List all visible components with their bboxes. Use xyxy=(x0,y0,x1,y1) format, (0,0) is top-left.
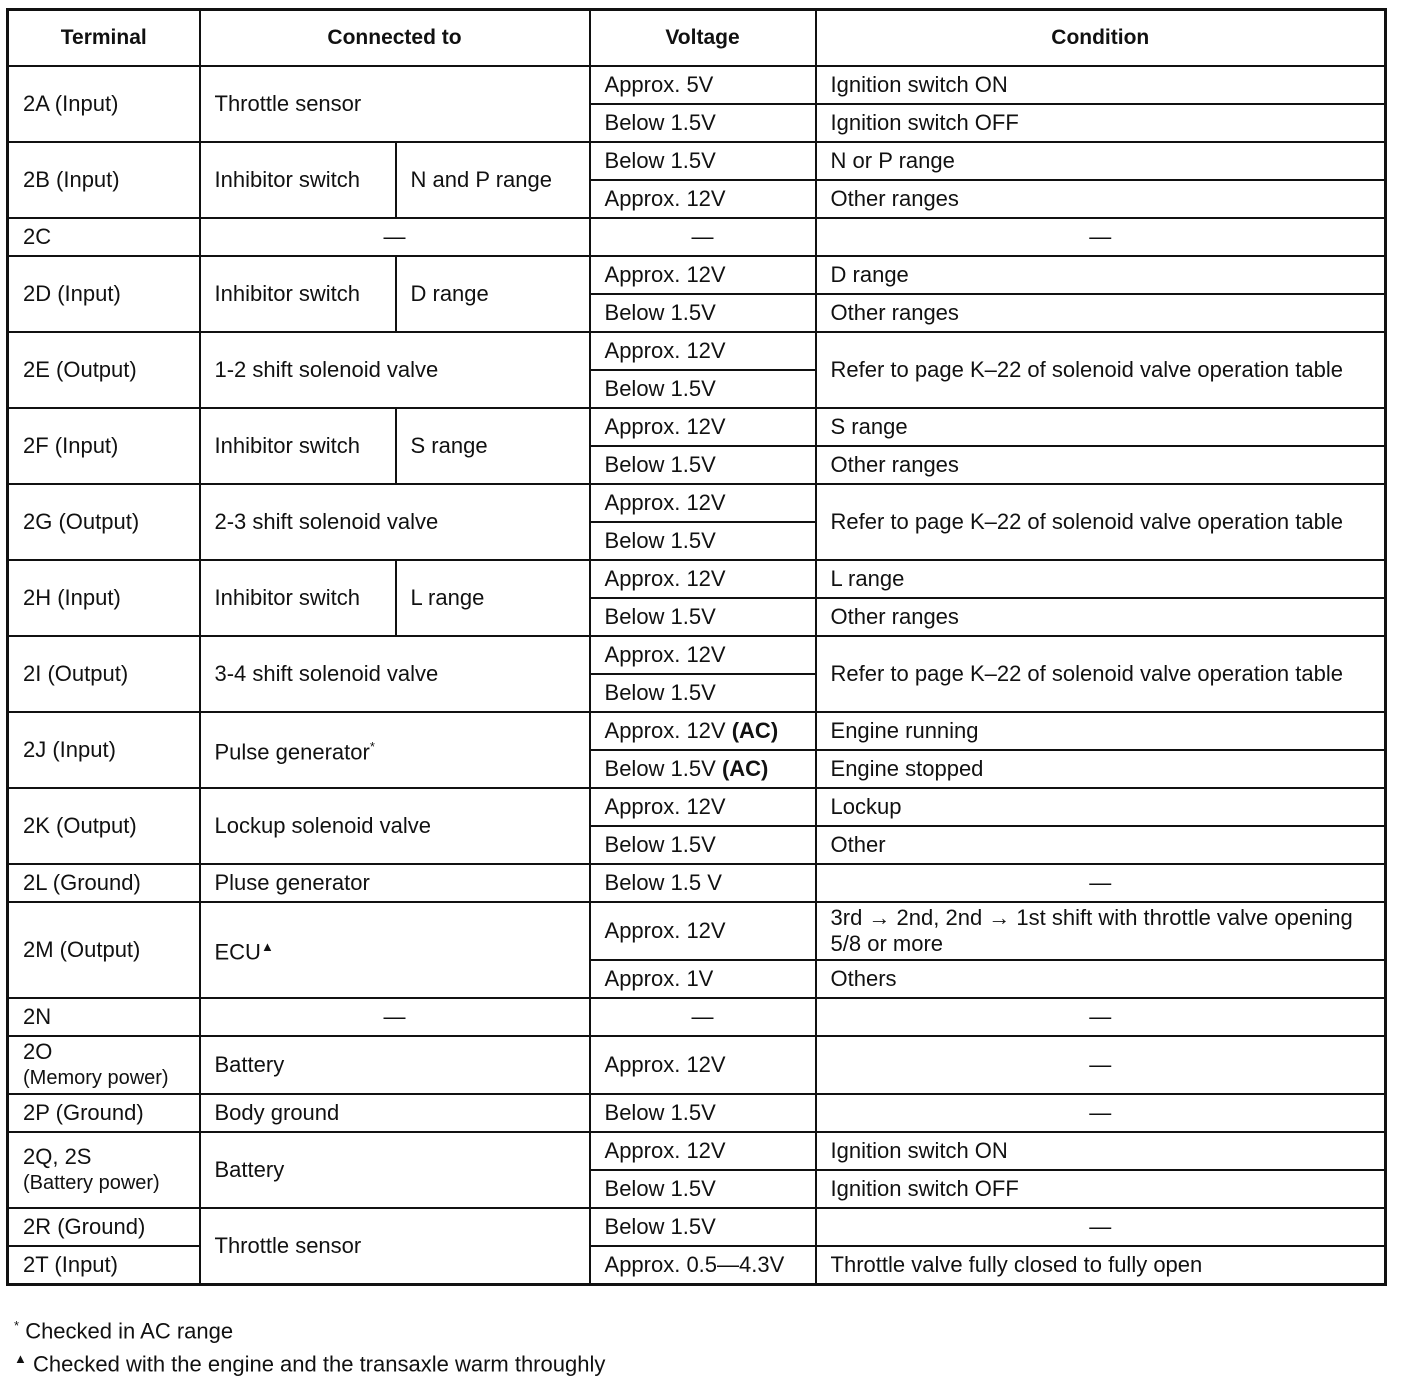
terminal-cell: 2H (Input) xyxy=(8,560,200,636)
connected-cell: Battery xyxy=(200,1132,590,1208)
terminal-sublabel: (Battery power) xyxy=(23,1172,160,1194)
terminal-cell: 2J (Input) xyxy=(8,712,200,788)
range-cell: L range xyxy=(396,560,590,636)
condition-cell: Refer to page K–22 of solenoid valve operation table xyxy=(816,484,1386,560)
range-cell: D range xyxy=(396,256,590,332)
voltage-cell: Below 1.5V xyxy=(590,142,816,180)
voltage-cell: Below 1.5V xyxy=(590,370,816,408)
table-row xyxy=(8,142,1386,180)
footnote-text: Checked in AC range xyxy=(25,1318,234,1344)
terminal-cell: 2L (Ground) xyxy=(8,864,200,902)
header-voltage: Voltage xyxy=(590,10,816,67)
voltage-cell: Approx. 12V xyxy=(590,902,816,960)
range-cell: N and P range xyxy=(396,142,590,218)
terminal-cell: 2C xyxy=(8,218,200,256)
voltage-cell: Approx. 12V xyxy=(590,256,816,294)
terminal-cell: 2M (Output) xyxy=(8,902,200,998)
condition-cell: — xyxy=(816,998,1386,1036)
condition-cell: Other ranges xyxy=(816,446,1386,484)
voltage-cell: Approx. 12V xyxy=(590,788,816,826)
condition-cell: — xyxy=(816,1208,1386,1246)
connected-label: ECU xyxy=(214,939,261,965)
voltage-cell: Below 1.5V xyxy=(590,1170,816,1208)
connected-cell: 3-4 shift solenoid valve xyxy=(200,636,590,712)
condition-cell: L range xyxy=(816,560,1386,598)
table-row xyxy=(8,218,1386,256)
footnote-mark: * xyxy=(369,739,375,755)
connected-cell: — xyxy=(200,218,590,256)
connected-cell: Inhibitor switch xyxy=(200,408,396,484)
footnotes xyxy=(14,1312,605,1379)
condition-cell: N or P range xyxy=(816,142,1386,180)
terminal-cell xyxy=(8,1132,200,1208)
voltage-value: Below 1.5V xyxy=(604,756,716,781)
header-connected-to: Connected to xyxy=(200,10,590,67)
table-row xyxy=(8,1132,1386,1170)
condition-cell: — xyxy=(816,1036,1386,1094)
terminal-cell: 2P (Ground) xyxy=(8,1094,200,1132)
connected-cell: Throttle sensor xyxy=(200,66,590,142)
voltage-cell: Approx. 0.5—4.3V xyxy=(590,1246,816,1284)
range-cell: S range xyxy=(396,408,590,484)
condition-cell: Other ranges xyxy=(816,598,1386,636)
condition-cell: Throttle valve fully closed to fully open xyxy=(816,1246,1386,1284)
terminal-cell: 2T (Input) xyxy=(8,1246,200,1284)
voltage-cell: Approx. 12V xyxy=(590,180,816,218)
voltage-cell: Below 1.5V xyxy=(590,294,816,332)
footnote-text: Checked with the engine and the transaxle warm throughly xyxy=(33,1351,606,1377)
voltage-cell: Approx. 12V xyxy=(590,484,816,522)
terminal-cell: 2B (Input) xyxy=(8,142,200,218)
voltage-cell: Approx. 12V xyxy=(590,1132,816,1170)
header-row xyxy=(8,10,1386,67)
connected-cell: Pluse generator xyxy=(200,864,590,902)
condition-cell: — xyxy=(816,864,1386,902)
table-row xyxy=(8,560,1386,598)
header-condition: Condition xyxy=(816,10,1386,67)
condition-cell: Other ranges xyxy=(816,180,1386,218)
connected-cell: Throttle sensor xyxy=(200,1208,590,1284)
connected-cell xyxy=(200,712,590,788)
terminal-cell: 2D (Input) xyxy=(8,256,200,332)
voltage-cell: Below 1.5V xyxy=(590,674,816,712)
connected-cell: Inhibitor switch xyxy=(200,256,396,332)
condition-cell: D range xyxy=(816,256,1386,294)
voltage-cell xyxy=(590,712,816,750)
condition-cell: Ignition switch ON xyxy=(816,66,1386,104)
ac-label: (AC) xyxy=(721,756,769,781)
voltage-cell: Below 1.5V xyxy=(590,446,816,484)
voltage-value: Approx. 12V xyxy=(604,718,726,743)
terminal-cell: 2G (Output) xyxy=(8,484,200,560)
terminal-sublabel: (Memory power) xyxy=(23,1067,169,1089)
connected-cell xyxy=(200,902,590,998)
condition-cell: Other ranges xyxy=(816,294,1386,332)
voltage-cell: Approx. 12V xyxy=(590,408,816,446)
connected-cell: Inhibitor switch xyxy=(200,560,396,636)
voltage-cell xyxy=(590,750,816,788)
footnote-mark: ▲ xyxy=(14,1351,27,1367)
condition-cell: — xyxy=(816,1094,1386,1132)
connected-cell: Body ground xyxy=(200,1094,590,1132)
header-terminal: Terminal xyxy=(8,10,200,67)
table-row xyxy=(8,636,1386,674)
terminal-cell xyxy=(8,1036,200,1094)
condition-cell: S range xyxy=(816,408,1386,446)
condition-cell: Others xyxy=(816,960,1386,998)
terminal-cell: 2N xyxy=(8,998,200,1036)
condition-cell: Engine stopped xyxy=(816,750,1386,788)
ac-label: (AC) xyxy=(731,718,779,743)
voltage-cell: Below 1.5V xyxy=(590,1094,816,1132)
table-row xyxy=(8,1036,1386,1094)
terminal-cell: 2F (Input) xyxy=(8,408,200,484)
table-row xyxy=(8,1208,1386,1246)
voltage-cell: Below 1.5V xyxy=(590,104,816,142)
voltage-cell: Approx. 12V xyxy=(590,1036,816,1094)
table-row xyxy=(8,1094,1386,1132)
condition-cell: — xyxy=(816,218,1386,256)
terminal-voltage-table xyxy=(6,8,1387,1286)
voltage-cell: Below 1.5V xyxy=(590,522,816,560)
condition-cell: Refer to page K–22 of solenoid valve operation table xyxy=(816,332,1386,408)
table-row xyxy=(8,332,1386,370)
terminal-label: 2Q, 2S xyxy=(23,1144,92,1169)
voltage-cell: — xyxy=(590,218,816,256)
terminal-label: 2O xyxy=(23,1039,53,1064)
voltage-cell: Approx. 12V xyxy=(590,636,816,674)
footnote-ac xyxy=(14,1312,605,1345)
condition-cell: Ignition switch OFF xyxy=(816,104,1386,142)
connected-label: Pulse generator xyxy=(214,739,370,765)
footnote-warm xyxy=(14,1345,605,1378)
footnote-mark: * xyxy=(14,1318,20,1333)
footnote-mark: ▲ xyxy=(260,939,274,955)
table-row xyxy=(8,66,1386,104)
connected-cell: 2-3 shift solenoid valve xyxy=(200,484,590,560)
connected-cell: Battery xyxy=(200,1036,590,1094)
voltage-cell: Below 1.5 V xyxy=(590,864,816,902)
condition-cell: Refer to page K–22 of solenoid valve operation table xyxy=(816,636,1386,712)
table-row xyxy=(8,998,1386,1036)
terminal-cell: 2K (Output) xyxy=(8,788,200,864)
condition-cell: Lockup xyxy=(816,788,1386,826)
connected-cell: 1-2 shift solenoid valve xyxy=(200,332,590,408)
table-row xyxy=(8,902,1386,960)
condition-cell: Ignition switch ON xyxy=(816,1132,1386,1170)
voltage-cell: — xyxy=(590,998,816,1036)
voltage-cell: Below 1.5V xyxy=(590,1208,816,1246)
voltage-cell: Approx. 5V xyxy=(590,66,816,104)
voltage-cell: Approx. 1V xyxy=(590,960,816,998)
terminal-cell: 2I (Output) xyxy=(8,636,200,712)
table-row xyxy=(8,408,1386,446)
condition-cell: 3rd → 2nd, 2nd → 1st shift with throttle valve opening 5/8 or more xyxy=(816,902,1386,960)
voltage-cell: Approx. 12V xyxy=(590,332,816,370)
voltage-cell: Below 1.5V xyxy=(590,826,816,864)
table-row xyxy=(8,484,1386,522)
connected-cell: — xyxy=(200,998,590,1036)
condition-cell: Engine running xyxy=(816,712,1386,750)
table-row xyxy=(8,712,1386,750)
connected-cell: Inhibitor switch xyxy=(200,142,396,218)
table-row xyxy=(8,864,1386,902)
table-row xyxy=(8,788,1386,826)
connected-cell: Lockup solenoid valve xyxy=(200,788,590,864)
condition-cell: Ignition switch OFF xyxy=(816,1170,1386,1208)
voltage-cell: Approx. 12V xyxy=(590,560,816,598)
terminal-cell: 2A (Input) xyxy=(8,66,200,142)
terminal-cell: 2R (Ground) xyxy=(8,1208,200,1246)
condition-cell: Other xyxy=(816,826,1386,864)
voltage-cell: Below 1.5V xyxy=(590,598,816,636)
terminal-cell: 2E (Output) xyxy=(8,332,200,408)
table-row xyxy=(8,256,1386,294)
